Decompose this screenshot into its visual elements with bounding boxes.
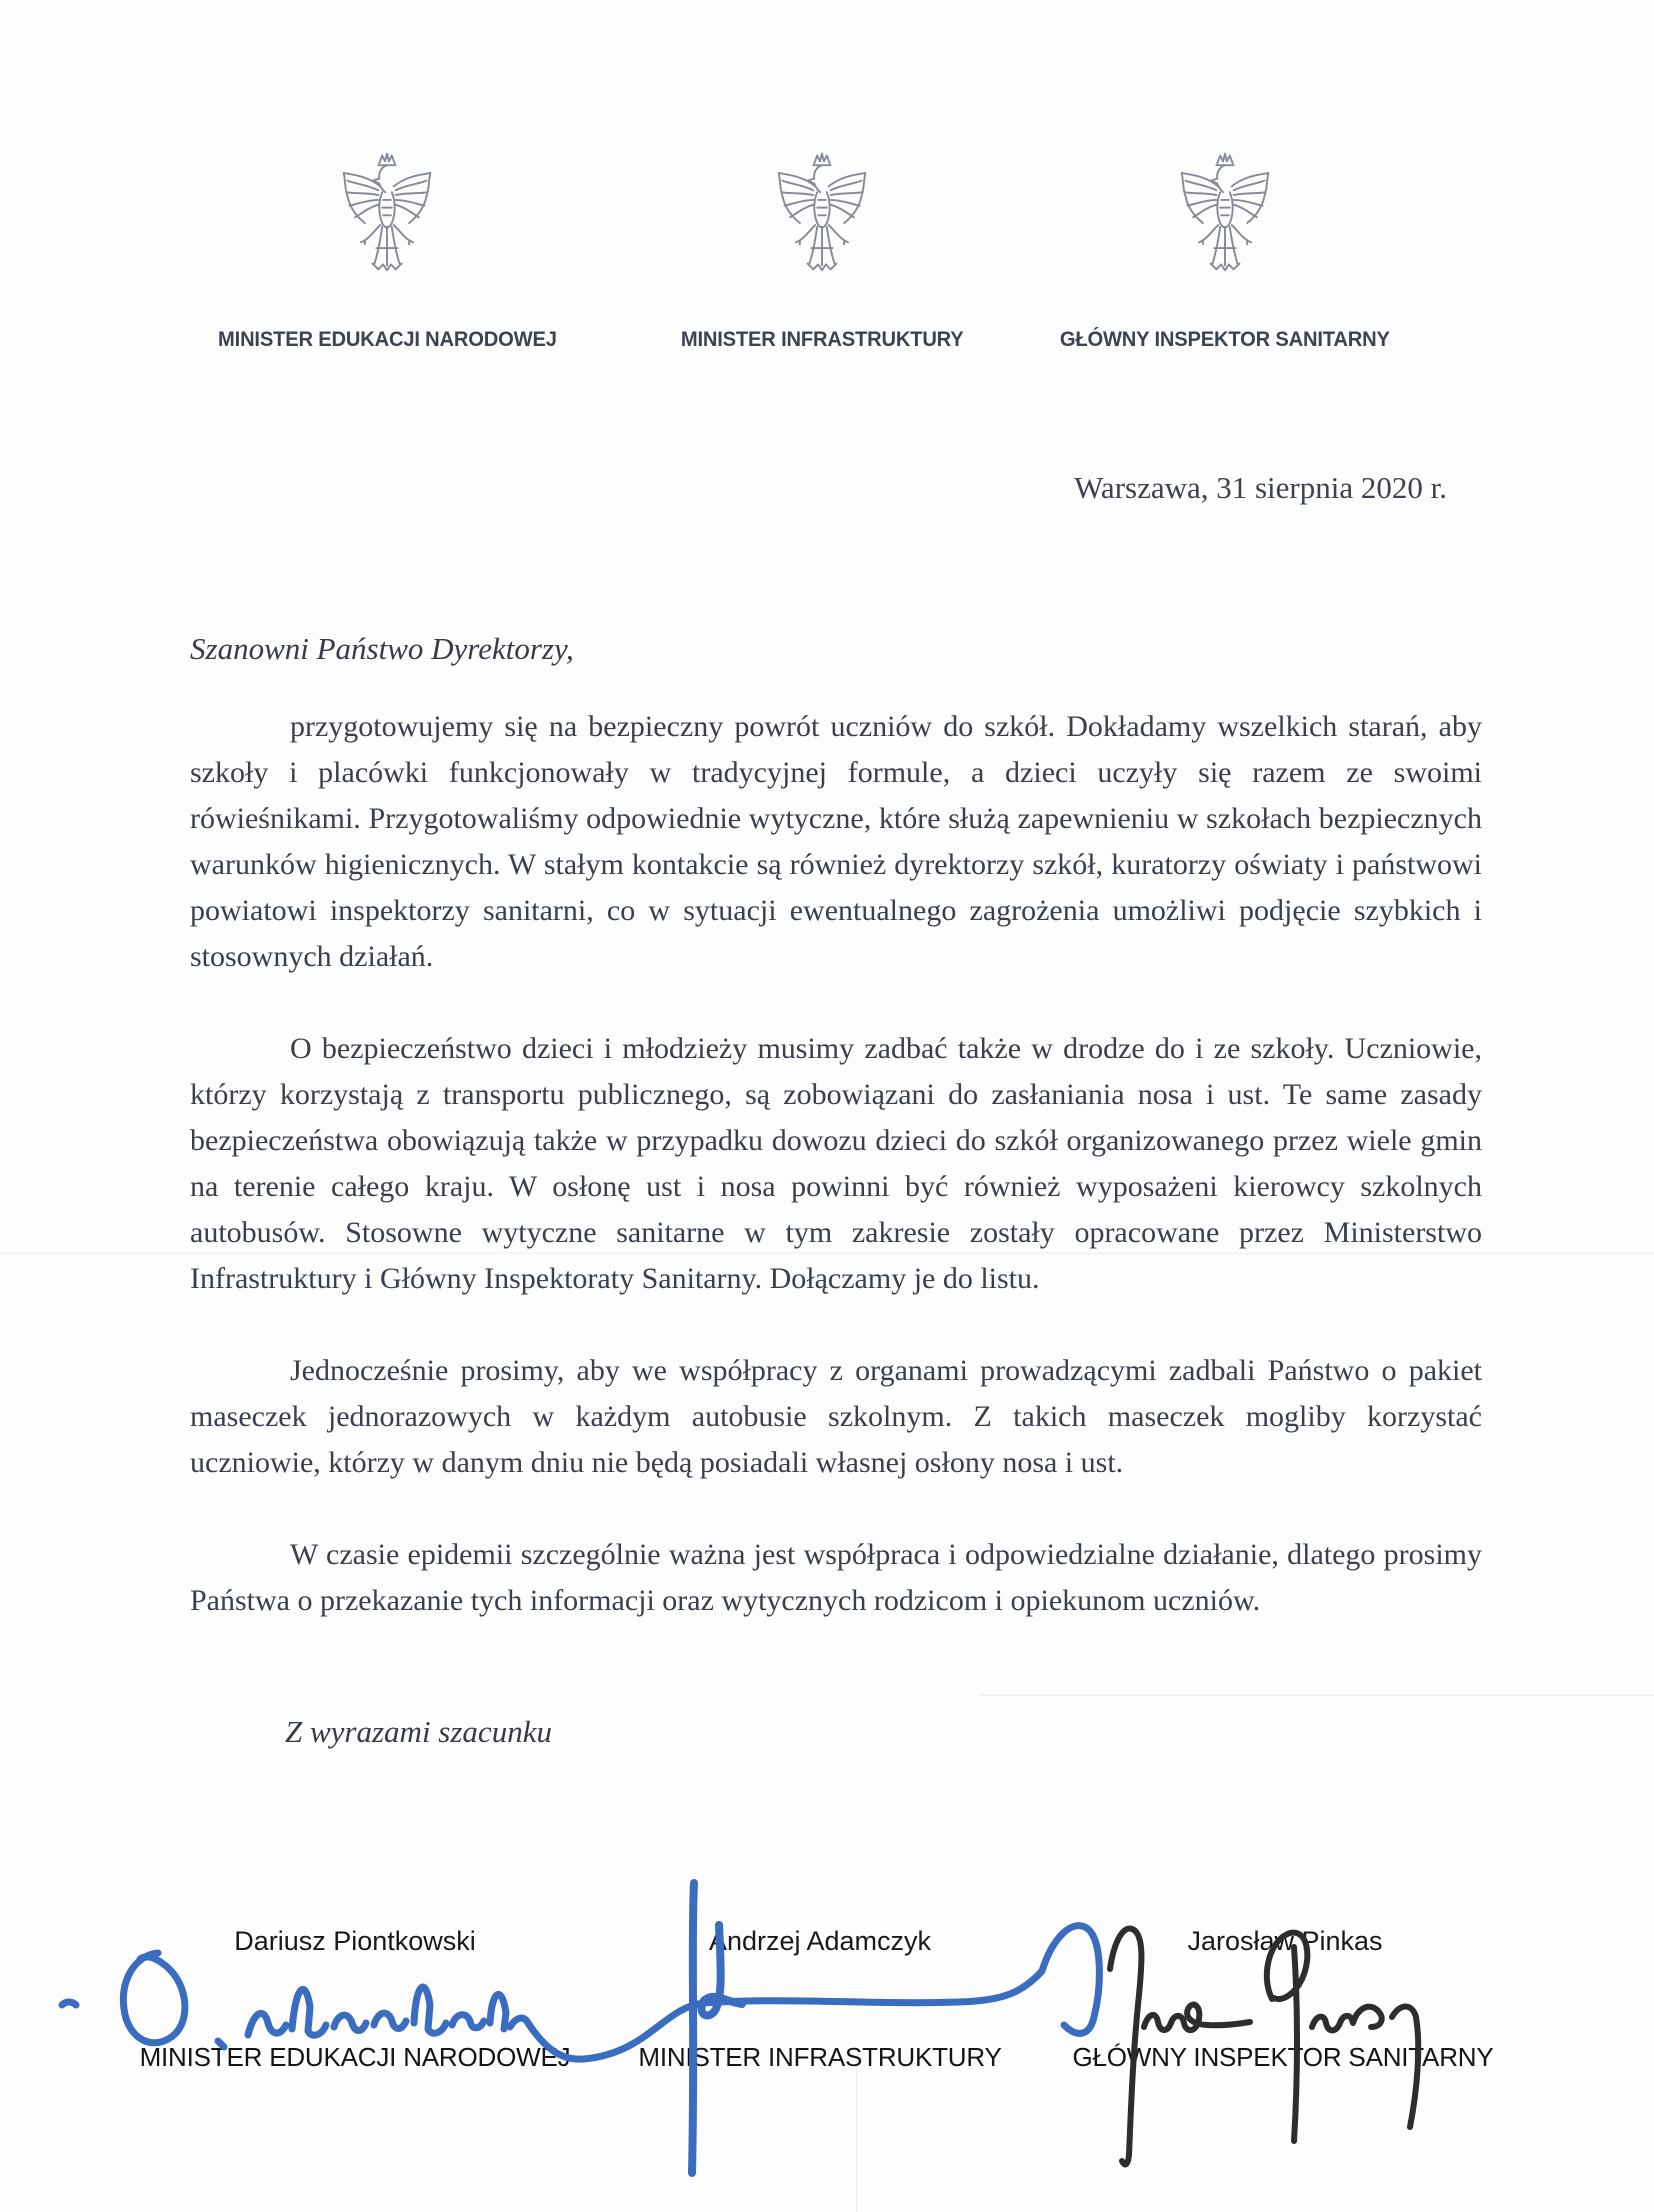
agency-label: GŁÓWNY INSPEKTOR SANITARNY	[1060, 328, 1390, 351]
polish-eagle-emblem-icon	[769, 150, 875, 298]
letterhead-agency	[147, 150, 627, 352]
signatory-name: Andrzej Adamczyk	[708, 1926, 932, 1956]
signatory-title: MINISTER INFRASTRUKTURY	[638, 2042, 1002, 2072]
signatory-title: MINISTER EDUKACJI NARODOWEJ	[139, 2042, 571, 2072]
signatures-overlay	[0, 1855, 1654, 2200]
closing-phrase: Z wyrazami szacunku	[285, 1714, 552, 1749]
date-line: Warszawa, 31 sierpnia 2020 r.	[1074, 470, 1447, 505]
paragraph: W czasie epidemii szczególnie ważna jest współpraca i odpowiedzialne działanie, dlatego prosimy Państwa o przekazanie tych informacji oraz wytycznych rodzicom i opiekunom uczniów.	[190, 1538, 1482, 1617]
scan-artifact-line	[980, 1694, 1654, 1696]
paragraph: O bezpieczeństwo dzieci i młodzieży musimy zadbać także w drodze do i ze szkoły. Uczniowie, którzy korzystają z transportu publicznego, są zobowiązani do zasłaniania nosa i ust. Te same zasady bezpieczeństwa obowiązują także w przypadku dowozu dzieci do szkół organizowanego przez wiele gmin na terenie całego kraju. W osłonę ust i nosa powinni być również wyposażeni kierowcy szkolnych autobusów. Stosowne wytyczne sanitarne w tym zakresie zostały opracowane przez Ministerstwo Infrastruktury i Główny Inspektoraty Sanitarny. Dołączamy je do listu.	[190, 1032, 1482, 1295]
polish-eagle-emblem-icon	[334, 150, 440, 298]
letterhead-agency	[632, 150, 1012, 352]
scan-artifact-line	[0, 1252, 1654, 1254]
paragraph: Jednocześnie prosimy, aby we współpracy z organami prowadzącymi zadbali Państwo o pakiet maseczek jednorazowych w każdym autobusie szkolnym. Z takich maseczek mogliby korzystać uczniowie, którzy w danym dniu nie będą posiadali własnej osłony nosa i ust.	[190, 1354, 1482, 1479]
letter-body	[190, 704, 1482, 1670]
salutation: Szanowni Państwo Dyrektorzy,	[190, 631, 574, 666]
polish-eagle-emblem-icon	[1172, 150, 1278, 298]
scan-artifact-line	[856, 2058, 857, 2212]
agency-label: MINISTER EDUKACJI NARODOWEJ	[217, 328, 557, 351]
signatory-name: Jarosław Pinkas	[1187, 1926, 1383, 1956]
signatory-name: Dariusz Piontkowski	[234, 1926, 476, 1956]
paragraph: przygotowujemy się na bezpieczny powrót uczniów do szkół. Dokładamy wszelkich starań, aby szkoły i placówki funkcjonowały w tradycyjnej formule, a dzieci uczyły się razem ze swoimi rówieśnikami. Przygotowaliśmy odpowiednie wytyczne, które służą zapewnieniu w szkołach bezpiecznych warunków higienicznych. W stałym kontakcie są również dyrektorzy szkół, kuratorzy oświaty i państwowi powiatowi inspektorzy sanitarni, co w sytuacji ewentualnego zagrożenia umożliwi podjęcie szybkich i stosownych działań.	[190, 710, 1482, 973]
agency-label: MINISTER INFRASTRUKTURY	[680, 328, 964, 351]
signatory-title: GŁÓWNY INSPEKTOR SANITARNY	[1072, 2042, 1494, 2072]
letterhead-agency	[1010, 150, 1440, 352]
